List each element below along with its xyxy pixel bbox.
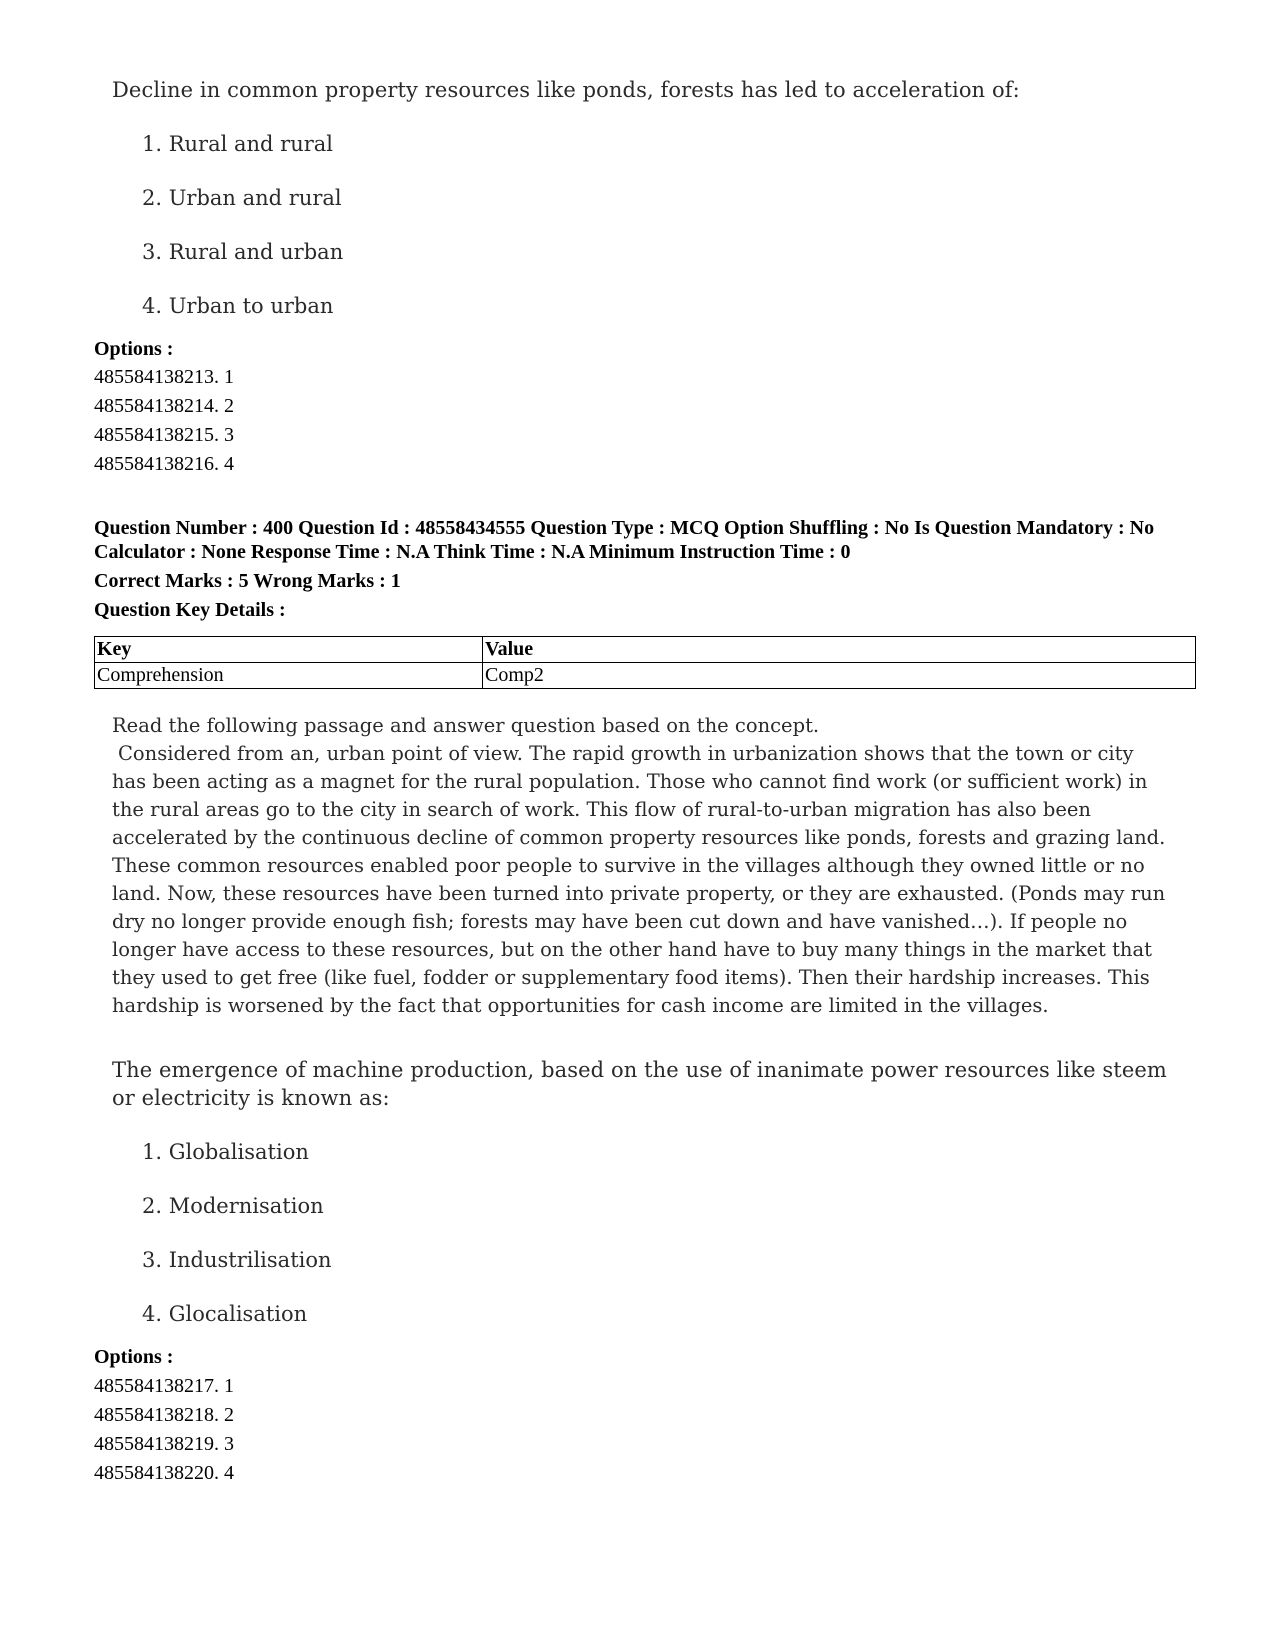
option-item: 485584138218. 2 (94, 1404, 234, 1426)
q1-choice: 2. Urban and rural (142, 186, 342, 210)
option-item: 485584138214. 2 (94, 395, 234, 417)
q1-options-label: Options : (94, 338, 174, 360)
q2-options-list (94, 1372, 234, 1488)
option-item: 485584138219. 3 (94, 1433, 234, 1455)
option-item: 485584138220. 4 (94, 1462, 234, 1484)
q2-marks: Correct Marks : 5 Wrong Marks : 1 (94, 570, 401, 592)
option-item: 485584138217. 1 (94, 1375, 234, 1397)
option-item: 485584138215. 3 (94, 424, 234, 446)
passage-intro: Read the following passage and answer question based on the concept. (112, 714, 820, 737)
option-item: 485584138216. 4 (94, 453, 234, 475)
q1-choice: 1. Rural and rural (142, 132, 333, 156)
table-cell-value: Comp2 (483, 663, 1196, 689)
q1-options-list (94, 363, 234, 479)
option-item: 485584138213. 1 (94, 366, 234, 388)
q1-stem: Decline in common property resources like ponds, forests has led to acceleration of: (112, 78, 1020, 102)
table-row (95, 663, 1196, 689)
q1-choice: 3. Rural and urban (142, 240, 344, 264)
table-header-value: Value (483, 637, 1196, 663)
q2-key-table (94, 636, 1196, 689)
table-header-row (95, 637, 1196, 663)
q2-question-image (112, 1056, 1172, 1326)
q1-choice: 4. Urban to urban (142, 294, 334, 318)
q2-meta: Question Number : 400 Question Id : 48558434555 Question Type : MCQ Option Shuffling : No Is Question Mandatory : No Calculator : None Response Time : N.A Think Time : N.A Minimum Instruction Time : 0 (94, 517, 1155, 563)
q2-stem: The emergence of machine production, based on the use of inanimate power resources like steem or electricity is known as: (112, 1058, 1167, 1110)
q2-options-label: Options : (94, 1346, 174, 1368)
q2-choice: 2. Modernisation (142, 1194, 324, 1218)
q1-question-image (112, 76, 1212, 326)
q2-key-details-label: Question Key Details : (94, 599, 286, 621)
passage-text: Considered from an, urban point of view. The rapid growth in urbanization shows that the town or city has been acting as a magnet for the rural population. Those who cannot find work (or sufficient work) in the rural areas go to the city in search of work. This flow of rural-to-urban migration has also been accelerated by the continuous decline of common property resources like ponds, forests and grazing land. These common resources enabled poor people to survive in the villages although they owned little or no land. Now, these resources have been turned into private property, or they are exhausted. (Ponds may run dry no longer provide enough fish; forests may have been cut down and have vanished…). If people no longer have access to these resources, but on the other hand have to buy many things in the market that they used to get free (like fuel, fodder or supplementary food items). Then their hardship increases. This hardship is worsened by the fact that opportunities for cash income are limited in the villages. (112, 742, 1166, 1017)
table-cell-key: Comprehension (95, 663, 483, 689)
table-header-key: Key (95, 637, 483, 663)
q2-choice: 1. Globalisation (142, 1140, 309, 1164)
q2-choice: 4. Glocalisation (142, 1302, 308, 1326)
q2-passage-image (112, 712, 1172, 1020)
q2-choice: 3. Industrilisation (142, 1248, 332, 1272)
